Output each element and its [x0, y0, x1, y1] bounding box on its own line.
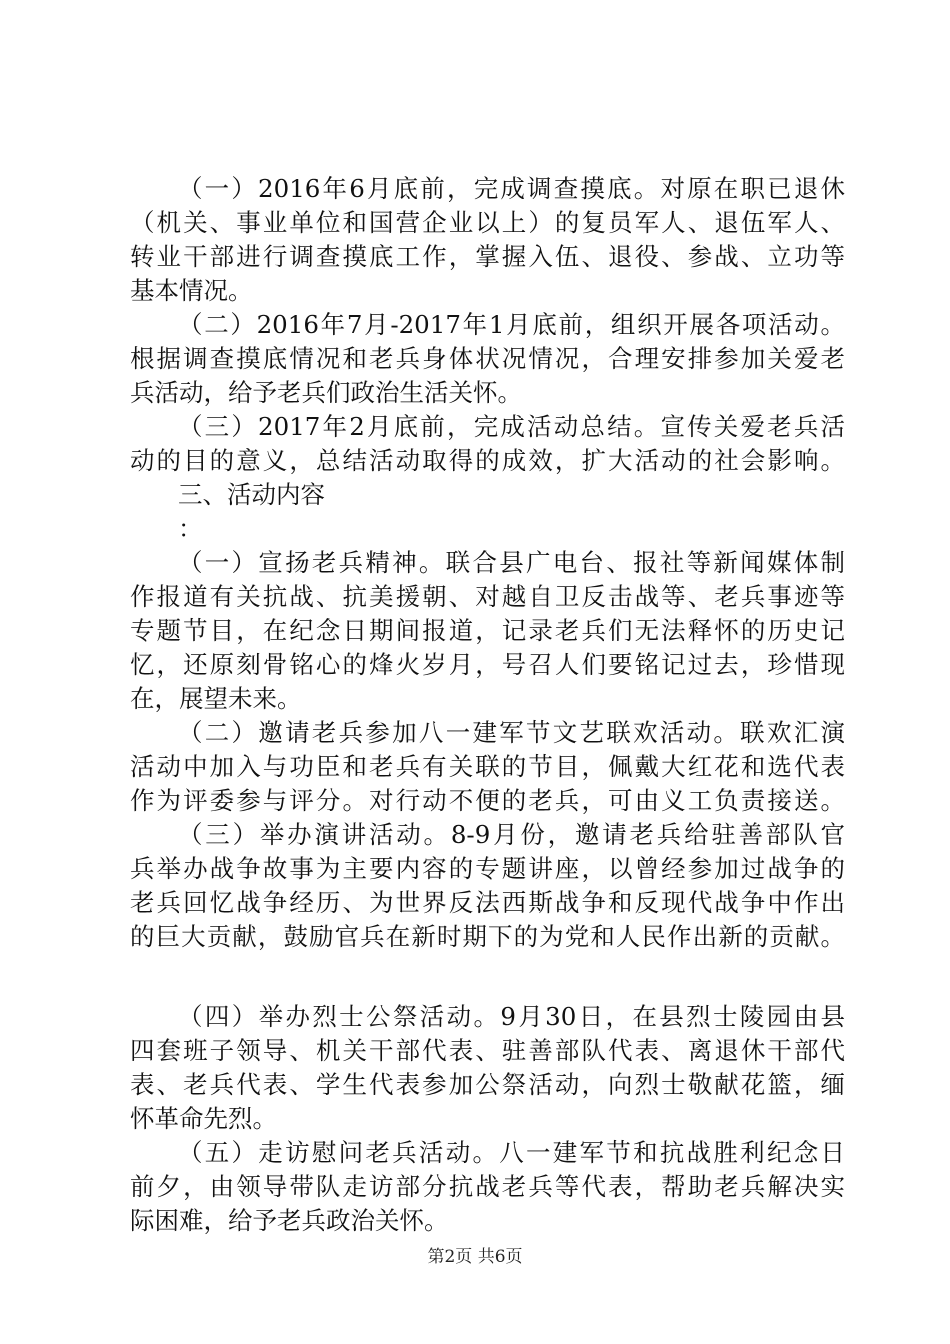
- paragraph-line: 忆，还原刻骨铭心的烽火岁月，号召人们要铭记过去，珍惜现: [130, 650, 845, 679]
- paragraph-line: （机关、事业单位和国营企业以上）的复员军人、退伍军人、: [130, 208, 845, 237]
- paragraph-line: （一）2016年6月底前，完成调查摸底。对原在职已退休: [178, 174, 845, 203]
- paragraph-line: 前夕，由领导带队走访部分抗战老兵等代表，帮助老兵解决实: [130, 1172, 845, 1201]
- page-number-footer: 第2页 共6页: [427, 1247, 523, 1267]
- paragraph-line: （三）2017年2月底前，完成活动总结。宣传关爱老兵活: [178, 412, 845, 441]
- paragraph-line: 老兵回忆战争经历、为世界反法西斯战争和反现代战争中作出: [130, 888, 845, 917]
- paragraph-line: 四套班子领导、机关干部代表、驻善部队代表、离退休干部代: [130, 1036, 845, 1065]
- paragraph-line: 专题节目，在纪念日期间报道，记录老兵们无法释怀的历史记: [130, 616, 845, 645]
- paragraph-line: 表、老兵代表、学生代表参加公祭活动，向烈士敬献花篮，缅: [130, 1070, 845, 1099]
- paragraph-line: 基本情况。: [130, 276, 253, 305]
- paragraph-line: 兵活动，给予老兵们政治生活关怀。: [130, 378, 522, 407]
- paragraph-line: ：: [178, 514, 203, 543]
- paragraph-line: （五）走访慰问老兵活动。八一建军节和抗战胜利纪念日: [178, 1138, 845, 1167]
- paragraph-line: 根据调查摸底情况和老兵身体状况情况，合理安排参加关爱老: [130, 344, 845, 373]
- paragraph-line: （四）举办烈士公祭活动。9月30日，在县烈士陵园由县: [178, 1002, 845, 1031]
- paragraph-line: （二）邀请老兵参加八一建军节文艺联欢活动。联欢汇演: [178, 718, 845, 747]
- paragraph-line: 怀革命先烈。: [130, 1104, 277, 1133]
- paragraph-line: （三）举办演讲活动。8-9月份，邀请老兵给驻善部队官: [178, 820, 845, 849]
- paragraph-line: 际困难，给予老兵政治关怀。: [130, 1206, 449, 1235]
- paragraph-line: （二）2016年7月-2017年1月底前，组织开展各项活动。: [178, 310, 845, 339]
- paragraph-line: 活动中加入与功臣和老兵有关联的节目，佩戴大红花和选代表: [130, 752, 845, 781]
- section-heading: 三、活动内容: [178, 480, 325, 509]
- paragraph-line: 的巨大贡献，鼓励官兵在新时期下的为党和人民作出新的贡献。: [130, 922, 845, 951]
- paragraph-line: 兵举办战争故事为主要内容的专题讲座，以曾经参加过战争的: [130, 854, 845, 883]
- paragraph-line: 作报道有关抗战、抗美援朝、对越自卫反击战等、老兵事迹等: [130, 582, 845, 611]
- paragraph-line: （一）宣扬老兵精神。联合县广电台、报社等新闻媒体制: [178, 548, 845, 577]
- paragraph-line: 转业干部进行调查摸底工作，掌握入伍、退役、参战、立功等: [130, 242, 845, 271]
- paragraph-line: 作为评委参与评分。对行动不便的老兵，可由义工负责接送。: [130, 786, 845, 815]
- paragraph-line: 动的目的意义，总结活动取得的成效，扩大活动的社会影响。: [130, 446, 845, 475]
- paragraph-line: 在，展望未来。: [130, 684, 302, 713]
